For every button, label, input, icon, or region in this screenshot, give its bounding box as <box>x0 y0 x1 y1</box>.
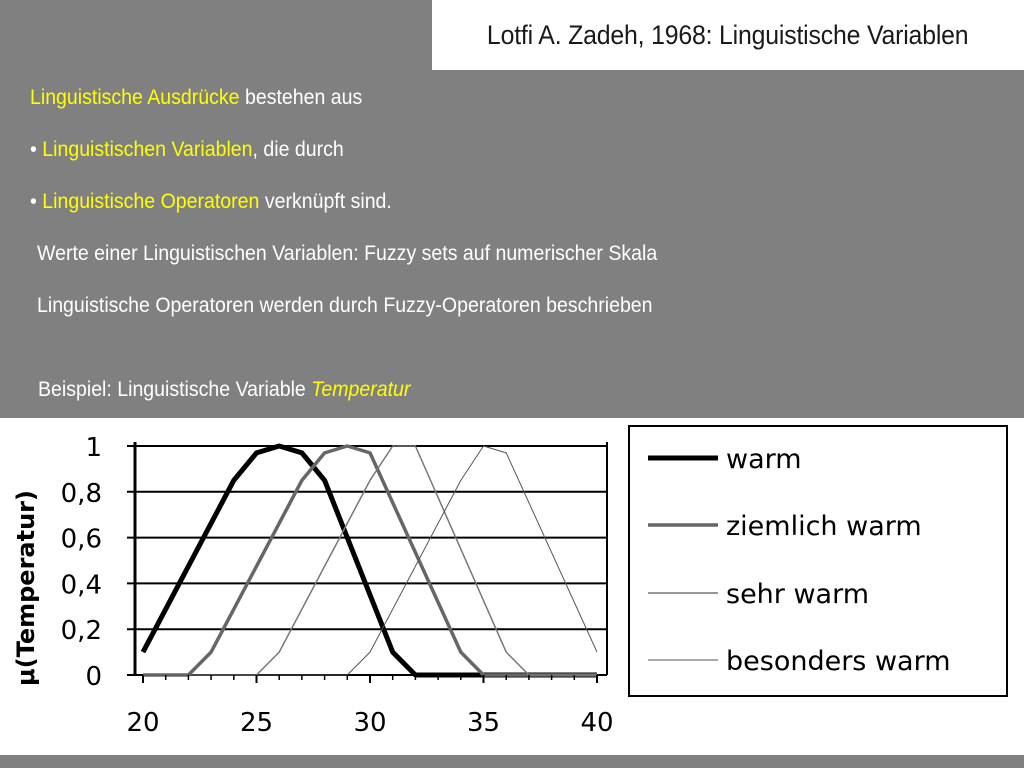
y-tick-label: 1 <box>85 433 102 463</box>
chart-area <box>0 418 1024 755</box>
y-tick-label: 0,2 <box>60 616 102 647</box>
legend-label: besonders warm <box>726 646 951 677</box>
line1-rest: bestehen aus <box>239 86 363 109</box>
legend <box>629 426 1007 696</box>
line4-text: Werte einer Linguistischen Variablen: Fuzzy sets auf numerischer Skala <box>37 242 658 265</box>
body-line-1 <box>30 86 362 110</box>
membership-chart <box>0 418 1024 755</box>
term-linguistische-variablen: Linguistischen Variablen <box>42 138 253 161</box>
term-linguistische-ausdruecke: Linguistische Ausdrücke <box>30 86 240 109</box>
legend-label: warm <box>726 444 802 475</box>
axis-layer <box>61 433 614 738</box>
x-tick-label: 40 <box>580 708 614 738</box>
term-linguistische-operatoren: Linguistische Operatoren <box>42 190 260 213</box>
y-tick-label: 0 <box>85 662 102 692</box>
term-temperatur: Temperatur <box>311 378 411 401</box>
body-line-4 <box>37 242 657 266</box>
line2-rest: , die durch <box>252 138 344 161</box>
line5-text: Linguistische Operatoren werden durch Fuzzy-Operatoren beschrieben <box>37 294 653 317</box>
slide-title: Lotfi A. Zadeh, 1968: Linguistische Variablen <box>487 19 969 50</box>
bullet-dot: • <box>30 138 43 161</box>
bottom-bar <box>0 755 1024 768</box>
series-line-sehr-warm <box>143 446 597 675</box>
y-tick-label: 0,6 <box>60 524 102 555</box>
line6-prefix: Beispiel: Linguistische Variable <box>38 378 312 401</box>
slide-title-box <box>432 0 1024 70</box>
grid-layer <box>127 446 607 675</box>
x-tick-label: 30 <box>353 708 387 738</box>
legend-label: ziemlich warm <box>726 511 922 542</box>
legend-label: sehr warm <box>726 579 870 610</box>
y-tick-label: 0,8 <box>60 478 102 509</box>
x-tick-label: 35 <box>466 708 501 738</box>
y-tick-label: 0,4 <box>60 570 102 601</box>
line3-rest: verknüpft sind. <box>259 190 392 213</box>
x-tick-label: 20 <box>126 708 160 738</box>
y-axis-label: μ(Temperatur) <box>12 490 40 686</box>
body-line-5 <box>37 294 653 318</box>
body-line-3 <box>30 190 392 214</box>
body-line-6 <box>38 378 410 402</box>
series-layer <box>143 446 597 675</box>
x-tick-label: 25 <box>239 708 274 738</box>
bullet-dot: • <box>30 190 43 213</box>
body-line-2 <box>30 138 344 162</box>
